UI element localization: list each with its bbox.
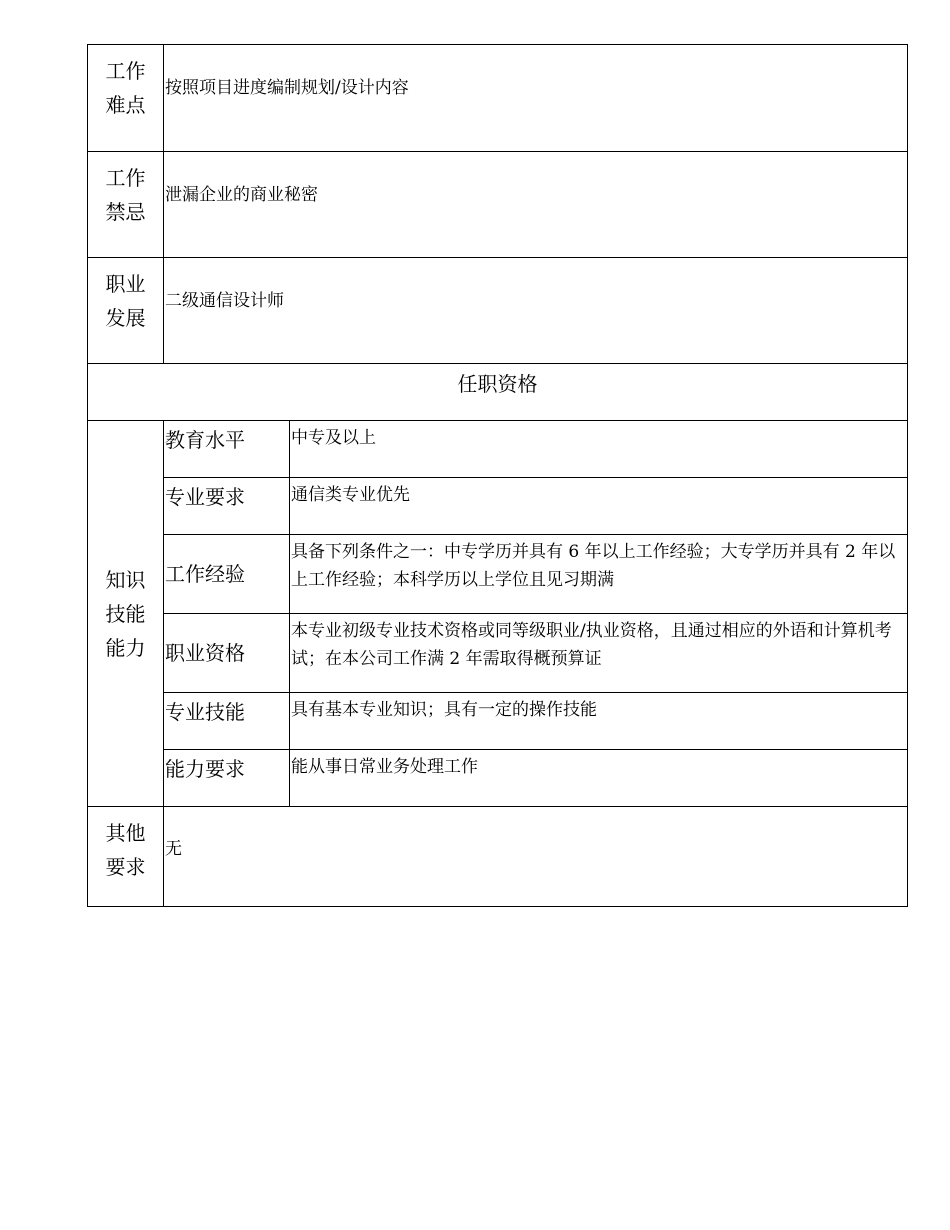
skills-label: 专业技能 xyxy=(164,693,290,750)
career-value: 二级通信设计师 xyxy=(164,258,908,364)
difficulty-label-line1: 工作 xyxy=(105,59,146,83)
knowledge-skills-label xyxy=(88,421,164,807)
experience-label: 工作经验 xyxy=(164,535,290,614)
certification-value: 本专业初级专业技术资格或同等级职业/执业资格，且通过相应的外语和计算机考试；在本公司工作满 2 年需取得概预算证 xyxy=(290,614,908,693)
job-description-table xyxy=(87,44,908,907)
table-row-other xyxy=(88,807,908,907)
career-label-line2: 发展 xyxy=(105,306,146,330)
education-label: 教育水平 xyxy=(164,421,290,478)
taboo-value: 泄漏企业的商业秘密 xyxy=(164,152,908,258)
taboo-label xyxy=(88,152,164,258)
experience-value: 具备下列条件之一：中专学历并具有 6 年以上工作经验；大专学历并具有 2 年以上工作经验；本科学历以上学位且见习期满 xyxy=(290,535,908,614)
table-row-qualification-heading xyxy=(88,364,908,421)
table-row-education xyxy=(88,421,908,478)
table-row-major xyxy=(88,478,908,535)
education-value: 中专及以上 xyxy=(290,421,908,478)
major-value: 通信类专业优先 xyxy=(290,478,908,535)
table-row-difficulty xyxy=(88,45,908,152)
table-row-experience xyxy=(88,535,908,614)
knowledge-label-line2: 技能 xyxy=(105,601,146,626)
knowledge-label-line3: 能力 xyxy=(105,635,146,660)
ability-label: 能力要求 xyxy=(164,750,290,807)
other-label xyxy=(88,807,164,907)
table-row-skills xyxy=(88,693,908,750)
major-label: 专业要求 xyxy=(164,478,290,535)
table-row-career xyxy=(88,258,908,364)
other-label-line2: 要求 xyxy=(105,855,146,879)
other-label-line1: 其他 xyxy=(105,821,146,845)
qualification-heading: 任职资格 xyxy=(88,364,908,421)
certification-label: 职业资格 xyxy=(164,614,290,693)
difficulty-value: 按照项目进度编制规划/设计内容 xyxy=(164,45,908,152)
taboo-label-line2: 禁忌 xyxy=(105,200,146,224)
career-label xyxy=(88,258,164,364)
other-value: 无 xyxy=(164,807,908,907)
table-row-taboo xyxy=(88,152,908,258)
table-row-certification xyxy=(88,614,908,693)
taboo-label-line1: 工作 xyxy=(105,166,146,190)
difficulty-label xyxy=(88,45,164,152)
difficulty-label-line2: 难点 xyxy=(105,93,146,117)
knowledge-label-line1: 知识 xyxy=(105,567,146,592)
ability-value: 能从事日常业务处理工作 xyxy=(290,750,908,807)
skills-value: 具有基本专业知识；具有一定的操作技能 xyxy=(290,693,908,750)
table-row-ability xyxy=(88,750,908,807)
career-label-line1: 职业 xyxy=(105,272,146,296)
